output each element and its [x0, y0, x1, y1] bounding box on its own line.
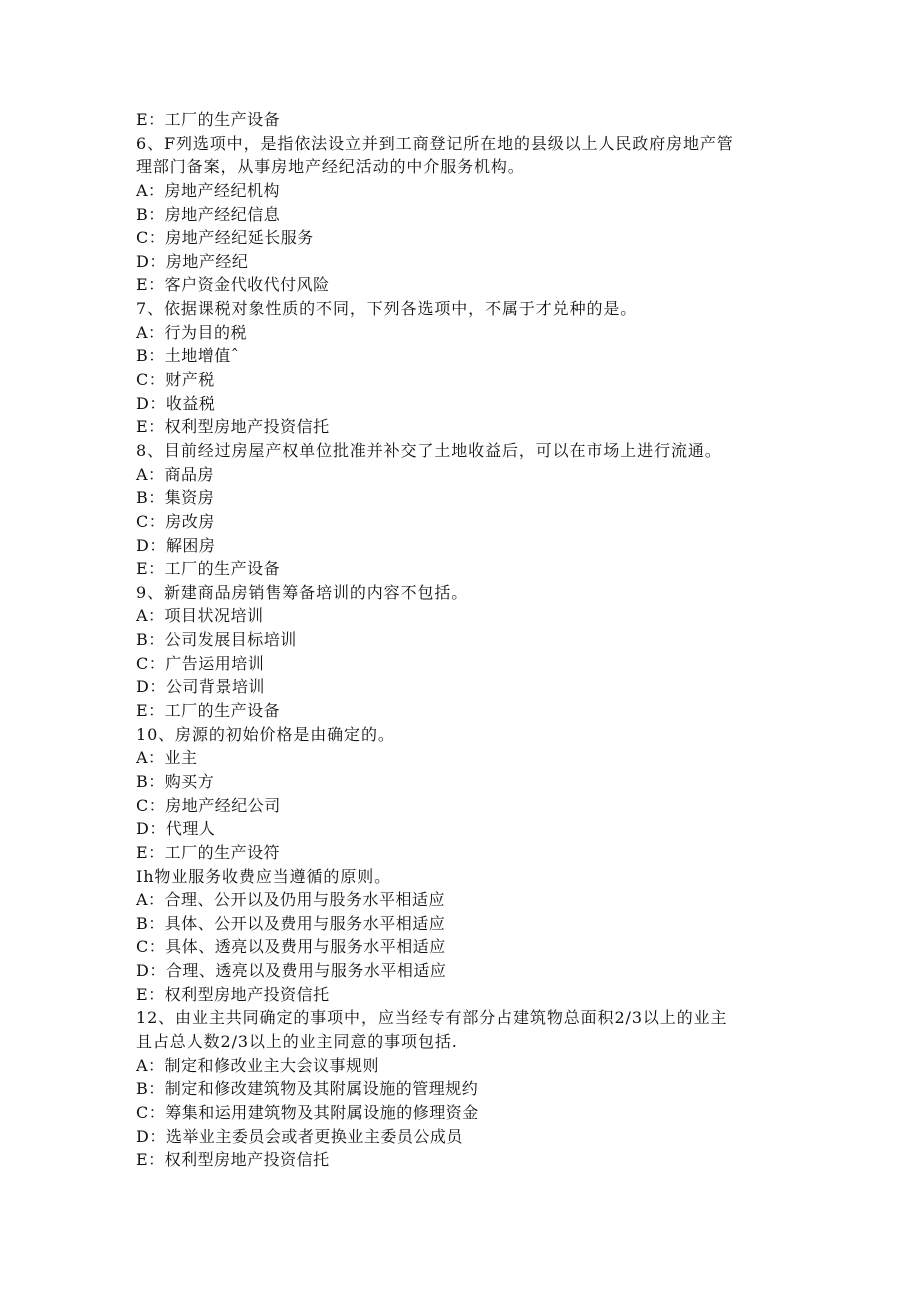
- option-line: C：房地产经纪延长服务: [136, 228, 314, 248]
- option-line: D：房地产经纪: [136, 251, 249, 271]
- option-line: B：集资房: [136, 488, 215, 508]
- question-line-continued: 理部门备案，从事房地产经纪活动的中介服务机构。: [136, 157, 525, 177]
- question-line: 12、由业主共同确定的事项中，应当经专有部分占建筑物总面积2/3以上的业主: [136, 1008, 728, 1028]
- option-line: E：客户资金代收代付风险: [136, 275, 330, 295]
- option-line: B：公司发展目标培训: [136, 630, 297, 650]
- question-line: 10、房源的初始价格是由确定的。: [136, 724, 395, 744]
- option-line: A：项目状况培训: [136, 606, 264, 626]
- option-line: E：权利型房地产投资信托: [136, 984, 330, 1004]
- document-page: [136, 108, 796, 1172]
- question-line-continued: 且占总人数2/3以上的业主同意的事项包括.: [136, 1031, 458, 1051]
- option-line: D：选举业主委员会或者更换业主委员公成员: [136, 1126, 463, 1146]
- option-line: D：合理、透亮以及费用与服务水平相适应: [136, 961, 447, 981]
- option-line: C：具体、透亮以及费用与服务水平相适应: [136, 937, 446, 957]
- question-line: 7、依据课税对象性质的不同，下列各选项中，不属于才兑种的是。: [136, 299, 638, 319]
- option-line: B：购买方: [136, 771, 215, 791]
- option-line: C：财产税: [136, 370, 215, 390]
- option-line: D：公司背景培训: [136, 677, 265, 697]
- option-line: A：合理、公开以及仍用与股务水平相适应: [136, 890, 446, 910]
- question-line: 9、新建商品房销售筹备培训的内容不包括。: [136, 582, 469, 602]
- option-line: E：权利型房地产投资信托: [136, 417, 330, 437]
- option-line: D：收益税: [136, 393, 216, 413]
- option-line: B：土地增值ˆ: [136, 346, 240, 366]
- option-line: E：工厂的生产设备: [136, 559, 281, 579]
- option-line: D：代理人: [136, 819, 216, 839]
- option-line: C：广告运用培训: [136, 653, 265, 673]
- option-line: E：工厂的生产设备: [136, 701, 281, 721]
- option-line: C：房地产经纪公司: [136, 795, 281, 815]
- option-line: B：房地产经纪信息: [136, 204, 281, 224]
- option-line: B：制定和修改建筑物及其附属设施的管理规约: [136, 1079, 479, 1099]
- option-line: C：房改房: [136, 511, 215, 531]
- option-line: B：具体、公开以及费用与服务水平相适应: [136, 913, 446, 933]
- option-line: A：行为目的税: [136, 322, 248, 342]
- question-line: 8、目前经过房屋产权单位批准并补交了土地收益后，可以在市场上进行流通。: [136, 440, 722, 460]
- question-line: Ih物业服务收费应当遵循的原则。: [136, 866, 392, 886]
- option-line: E：权利型房地产投资信托: [136, 1150, 330, 1170]
- option-line: A：业主: [136, 748, 198, 768]
- option-line: A：商品房: [136, 464, 215, 484]
- question-line: 6、F列选项中，是指依法设立并到工商登记所在地的县级以上人民政府房地产管: [136, 133, 734, 153]
- option-line: A：房地产经纪机构: [136, 180, 281, 200]
- option-line: A：制定和修改业主大会议事规则: [136, 1055, 380, 1075]
- option-line: D：解困房: [136, 535, 216, 555]
- option-line: E：工厂的生产设符: [136, 842, 281, 862]
- option-line: C：筹集和运用建筑物及其附属设施的修理资金: [136, 1102, 479, 1122]
- option-line: E：工厂的生产设备: [136, 110, 281, 129]
